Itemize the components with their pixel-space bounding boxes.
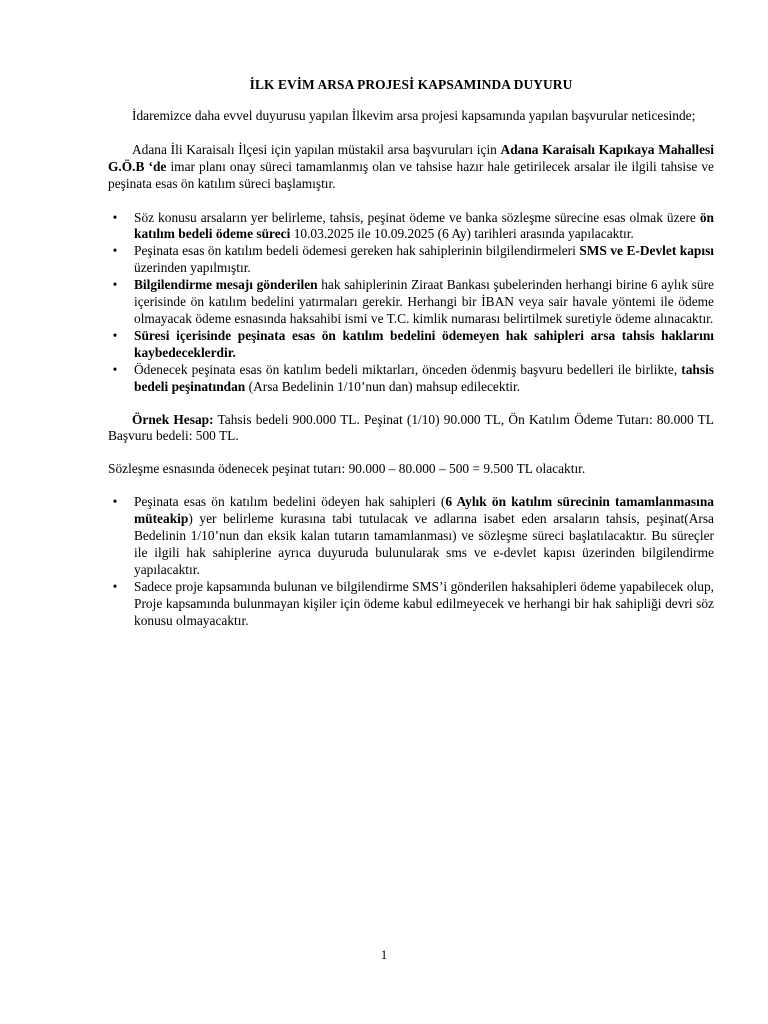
bullet-icon: • bbox=[112, 327, 118, 343]
bullet-icon: • bbox=[112, 494, 118, 510]
contract-payment-line: Sözleşme esnasında ödenecek peşinat tutarı: 90.000 – 80.000 – 500 = 9.500 TL olacaktır. bbox=[108, 461, 586, 477]
bullet-list-1 bbox=[108, 210, 714, 396]
example-calculation: Örnek Hesap: Tahsis bedeli 900.000 TL. Peşinat (1/10) 90.000 TL, Ön Katılım Ödeme Tutarı: 80.000 TL Başvuru bedeli: 500 TL. bbox=[108, 411, 714, 444]
bullet-icon: • bbox=[112, 361, 118, 377]
list-item: • Söz konusu arsaların yer belirleme, tahsis, peşinat ödeme ve banka sözleşme sürecine esas olmak üzere ön katılım bedeli ödeme süreci 10.03.2025 ile 10.09.2025 (6 Ay) tarihleri arasında yapılacaktır. bbox=[108, 210, 714, 244]
list-item: • Sadece proje kapsamında bulunan ve bilgilendirme SMS’i gönderilen haksahipleri ödeme yapabilecek olup, Proje kapsamında bulunmayan kişiler için ödeme kabul edilmeyecek ve herhangi bir hak sahipliği devri söz konusu olmayacaktır. bbox=[108, 579, 714, 630]
project-paragraph: Adana İli Karaisalı İlçesi için yapılan müstakil arsa başvuruları için Adana Karaisalı Kapıkaya Mahallesi G.Ö.B ‘de imar planı onay süreci tamamlanmış olan ve tahsise hazır hale getirilecek arsalar ile ilgili tahsise ve peşinata esas ön katılım süreci başlamıştır. bbox=[108, 141, 714, 191]
bullet-icon: • bbox=[112, 277, 118, 293]
bullet-icon: • bbox=[112, 243, 118, 259]
bullet-icon: • bbox=[112, 209, 118, 225]
intro-paragraph: İdaremizce daha evvel duyurusu yapılan İlkevim arsa projesi kapsamında yapılan başvurular neticesinde; bbox=[132, 107, 696, 123]
list-item: • Peşinata esas ön katılım bedeli ödemesi gereken hak sahiplerinin bilgilendirmeleri SMS ve E-Devlet kapısı üzerinden yapılmıştır. bbox=[108, 243, 714, 277]
document-title: İLK EVİM ARSA PROJESİ KAPSAMINDA DUYURU bbox=[249, 77, 573, 92]
bullet-list-2 bbox=[108, 494, 714, 629]
page-number: 1 bbox=[380, 948, 388, 962]
list-item: • Peşinata esas ön katılım bedelini ödeyen hak sahipleri (6 Aylık ön katılım sürecinin tamamlanmasına müteakip) yer belirleme kurasına tabi tutulacak ve adlarına isabet eden arsaların tahsis, peşinat(Arsa Bedelinin 1/10’nun dan eksik kalan tutarın tamamlanması) ve sözleşme süreci başlatılacaktır. Bu süreçler ile ilgili hak sahiplerine ayrıca duyuruda bulunularak sms ve e-devlet kapısı üzerinden bilgilendirme yapılacaktır. bbox=[108, 494, 714, 579]
list-item: • Süresi içerisinde peşinata esas ön katılım bedelini ödemeyen hak sahipleri arsa tahsis haklarını kaybedeceklerdir. bbox=[108, 328, 714, 362]
bullet-icon: • bbox=[112, 578, 118, 594]
list-item: • Bilgilendirme mesajı gönderilen hak sahiplerinin Ziraat Bankası şubelerinden herhangi birine 6 aylık süre içerisinde ön katılım bedelini yatırmaları gerekir. Herhangi bir İBAN veya sair havale yöntemi ile ödeme olmayacak ödeme esnasında haksahibi ismi ve T.C. kimlik numarası belirtilmek suretiyle ödeme alınacaktır. bbox=[108, 277, 714, 328]
document-body bbox=[108, 77, 714, 629]
list-item: • Ödenecek peşinata esas ön katılım bedeli miktarları, önceden ödenmiş başvuru bedelleri ile birlikte, tahsis bedeli peşinatından (Arsa Bedelinin 1/10’nun dan) mahsup edilecektir. bbox=[108, 362, 714, 396]
